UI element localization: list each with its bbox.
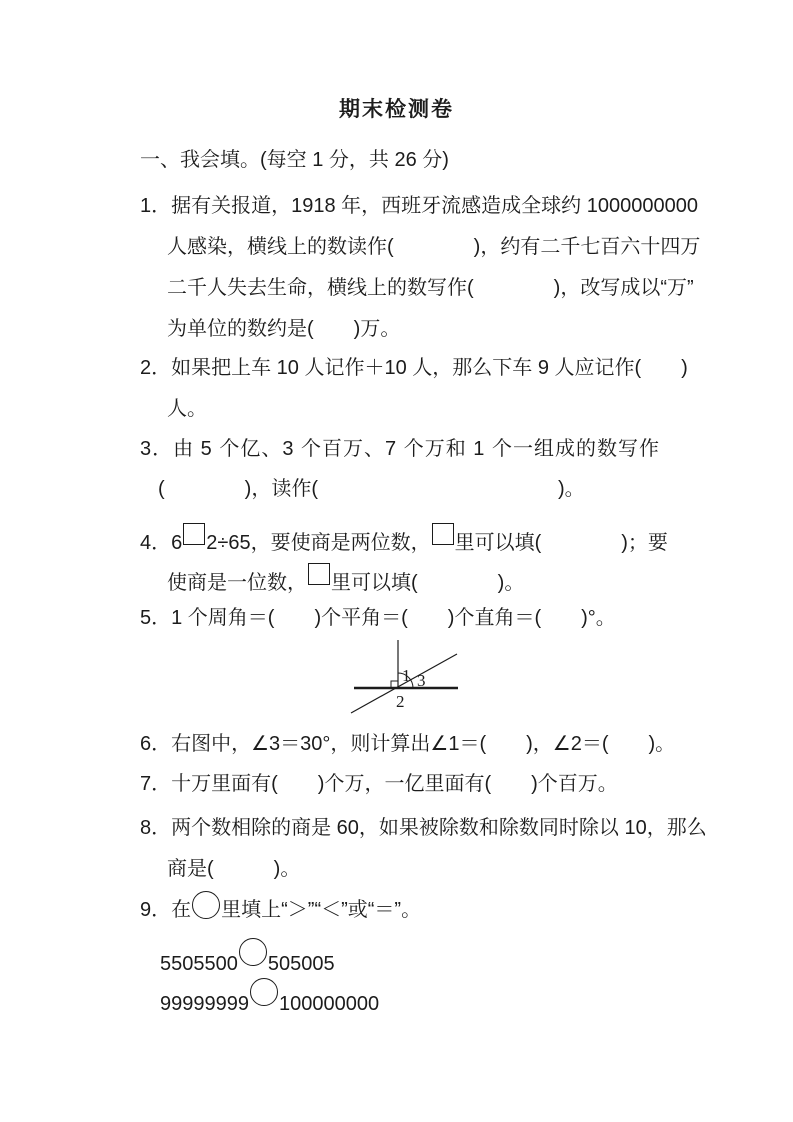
question-4-text-e: 里可以填( )。 xyxy=(331,572,525,594)
question-1-line-3: 二千人失去生命，横线上的数写作( )，改写成以“万” xyxy=(167,277,694,299)
answer-box xyxy=(308,563,330,585)
question-8-line-2: 商是( )。 xyxy=(167,858,301,880)
question-9-text-a: 9．在 xyxy=(140,899,192,921)
question-2-line-2: 人。 xyxy=(167,398,207,420)
compare-circle xyxy=(239,938,267,966)
question-4-line-2 xyxy=(167,563,524,597)
answer-box xyxy=(432,523,454,545)
question-1-line-1: 1．据有关报道，1918 年，西班牙流感造成全球约 1000000000 xyxy=(140,195,698,217)
comparison-row-1 xyxy=(160,938,335,978)
comparison-row-2 xyxy=(160,978,379,1018)
question-4-text-b: 2÷65，要使商是两位数， xyxy=(206,532,431,554)
question-1-line-2: 人感染，横线上的数读作( )，约有二千七百六十四万 xyxy=(167,236,701,258)
angle-label-2: 2 xyxy=(396,692,405,711)
compare-circle xyxy=(250,978,278,1006)
page-title: 期末检测卷 xyxy=(339,98,454,121)
section-1-heading: 一、我会填。(每空 1 分，共 26 分) xyxy=(140,149,449,171)
question-4-text-a: 4．6 xyxy=(140,532,183,554)
question-1-line-4: 为单位的数约是( )万。 xyxy=(167,318,401,340)
question-9-text-b: 里填上“＞”“＜”或“＝”。 xyxy=(221,899,422,921)
question-5-line-1: 5．1 个周角＝( )个平角＝( )个直角＝( )°。 xyxy=(140,607,616,629)
comparison-2-left: 99999999 xyxy=(160,993,249,1015)
question-3-line-1: 3．由 5 个亿、3 个百万、7 个万和 1 个一组成的数写作 xyxy=(140,438,660,460)
question-7-line-1: 7．十万里面有( )个万，一亿里面有( )个百万。 xyxy=(140,773,618,795)
question-9-line-1 xyxy=(140,891,421,924)
comparison-1-right: 505005 xyxy=(267,953,335,975)
question-4-text-d: 使商是一位数， xyxy=(167,572,307,594)
question-2-line-1: 2．如果把上车 10 人记作＋10 人，那么下车 9 人应记作( ) xyxy=(140,357,688,379)
question-6-line-1: 6．右图中，∠3＝30°，则计算出∠1＝( )，∠2＝( )。 xyxy=(140,733,676,755)
comparison-2-right: 100000000 xyxy=(278,993,380,1015)
comparison-1-left: 5505500 xyxy=(160,953,238,975)
angle-label-1: 1 xyxy=(402,666,411,685)
question-3-line-2: ( )，读作( )。 xyxy=(158,478,585,500)
question-4-line-1 xyxy=(140,523,668,557)
question-4-text-c: 里可以填( )；要 xyxy=(454,532,668,554)
angle-diagram xyxy=(338,634,473,722)
angle-label-3: 3 xyxy=(417,671,426,690)
compare-circle xyxy=(192,891,220,919)
question-8-line-1: 8．两个数相除的商是 60，如果被除数和除数同时除以 10，那么 xyxy=(140,817,707,839)
answer-box xyxy=(183,523,205,545)
